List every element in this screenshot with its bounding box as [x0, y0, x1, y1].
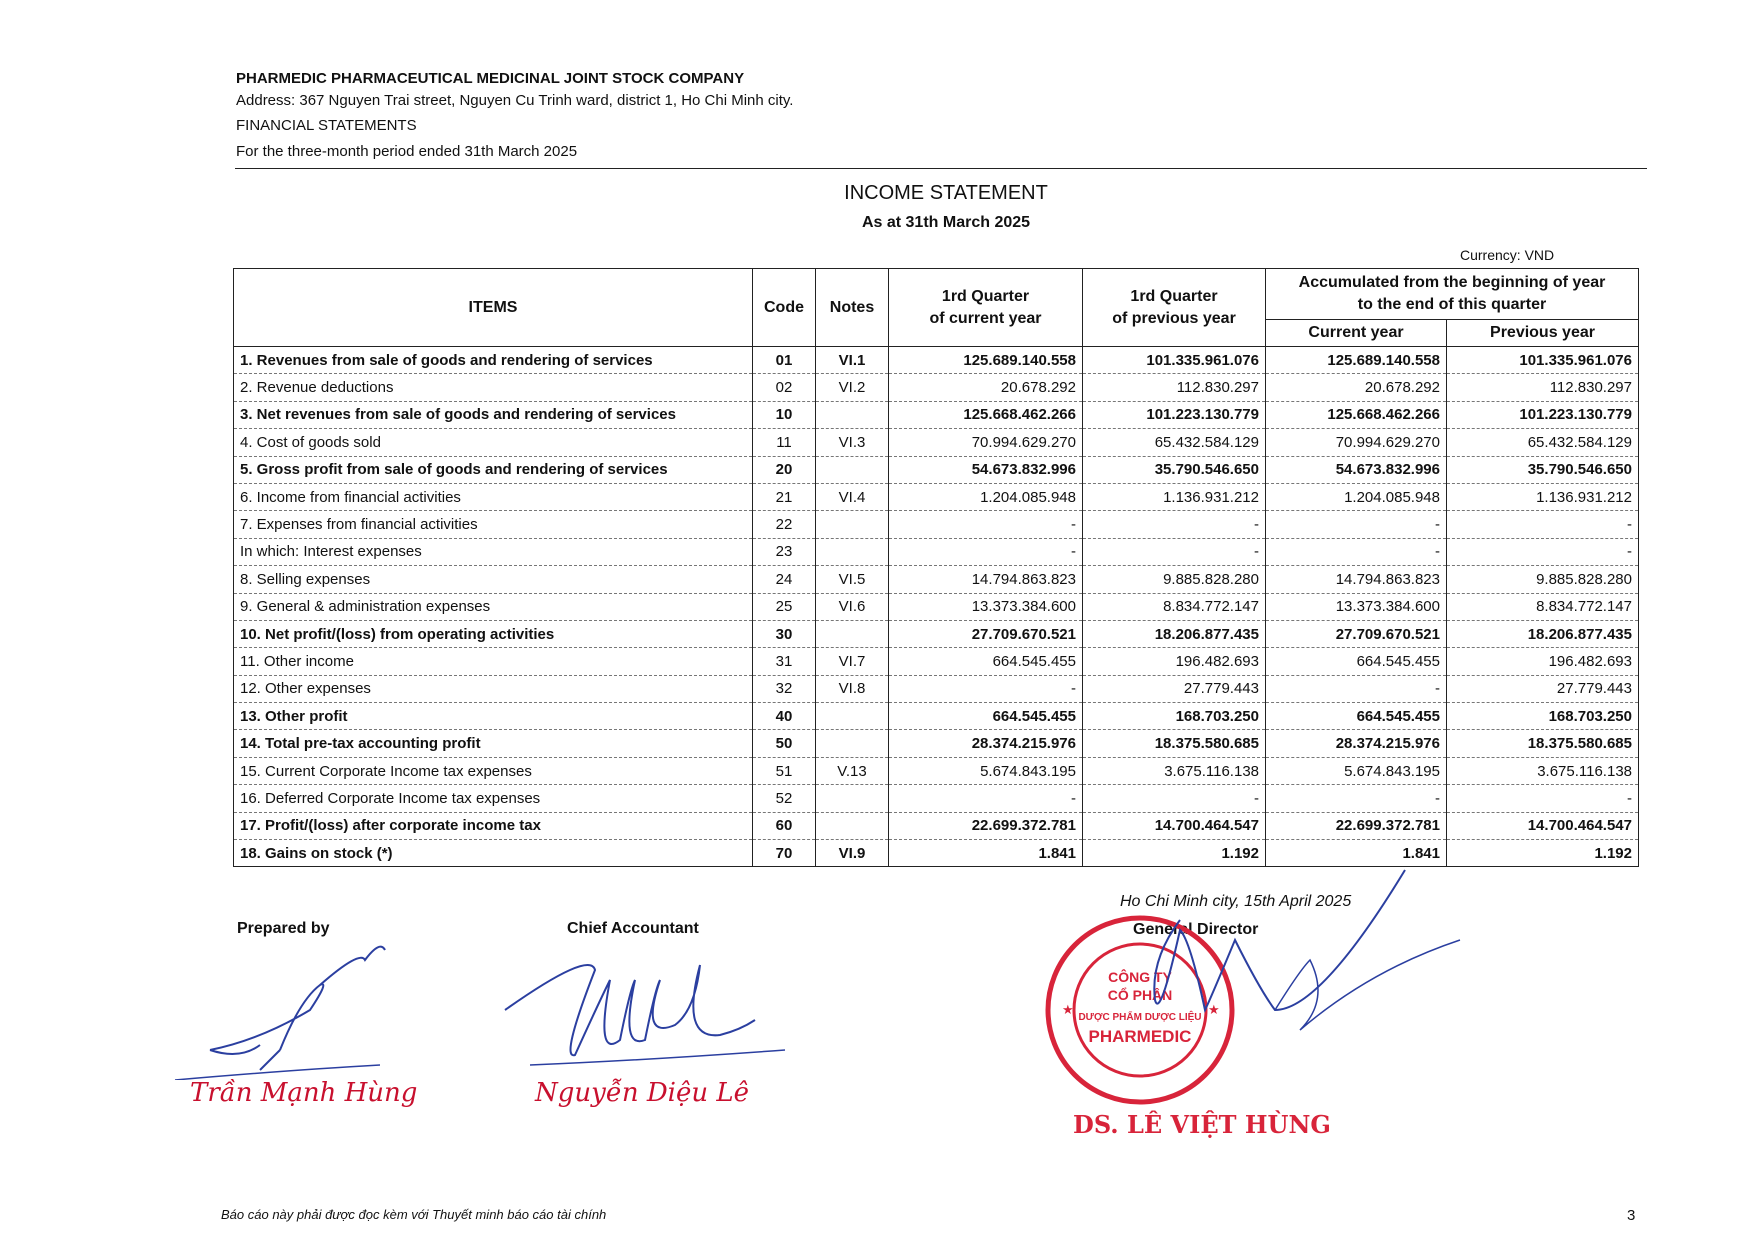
row-accumulated-previous: 168.703.250 — [1447, 703, 1639, 730]
row-notes: VI.5 — [816, 566, 889, 593]
table-row — [234, 785, 1639, 812]
table-row — [234, 347, 1639, 374]
row-quarter-current: 27.709.670.521 — [889, 620, 1083, 647]
table-row — [234, 511, 1639, 538]
row-accumulated-current: 14.794.863.823 — [1266, 566, 1447, 593]
table-row — [234, 620, 1639, 647]
row-code: 32 — [753, 675, 816, 702]
chief-accountant-name: Nguyễn Diệu Lê — [535, 1078, 750, 1108]
header-divider — [235, 168, 1647, 169]
header-current-year: Current year — [1266, 320, 1447, 347]
row-code: 23 — [753, 538, 816, 565]
row-quarter-previous: - — [1083, 785, 1266, 812]
row-quarter-previous: 1.192 — [1083, 840, 1266, 867]
row-notes: VI.2 — [816, 374, 889, 401]
row-notes: VI.1 — [816, 347, 889, 374]
page-title: INCOME STATEMENT — [844, 182, 1048, 204]
row-accumulated-previous: 112.830.297 — [1447, 374, 1639, 401]
chief-accountant-label: Chief Accountant — [567, 920, 699, 937]
row-accumulated-previous: 3.675.116.138 — [1447, 757, 1639, 784]
header-accumulated — [1266, 269, 1639, 320]
table-row — [234, 812, 1639, 839]
svg-text:PHARMEDIC: PHARMEDIC — [1088, 1027, 1192, 1046]
row-quarter-current: 5.674.843.195 — [889, 757, 1083, 784]
row-notes — [816, 812, 889, 839]
row-notes: VI.9 — [816, 840, 889, 867]
row-quarter-current: - — [889, 538, 1083, 565]
row-item: 18. Gains on stock (*) — [234, 840, 753, 867]
table-row — [234, 401, 1639, 428]
row-notes: V.13 — [816, 757, 889, 784]
table-row — [234, 566, 1639, 593]
row-accumulated-previous: 18.375.580.685 — [1447, 730, 1639, 757]
row-accumulated-current: 54.673.832.996 — [1266, 456, 1447, 483]
row-accumulated-current: 1.204.085.948 — [1266, 483, 1447, 510]
general-director-name: DS. LÊ VIỆT HÙNG — [1073, 1110, 1331, 1139]
row-code: 50 — [753, 730, 816, 757]
header-items: ITEMS — [234, 269, 753, 347]
row-accumulated-previous: 101.223.130.779 — [1447, 401, 1639, 428]
row-item: 17. Profit/(loss) after corporate income tax — [234, 812, 753, 839]
table-row — [234, 703, 1639, 730]
header-quarter-current — [889, 269, 1083, 347]
row-quarter-previous: - — [1083, 538, 1266, 565]
row-code: 22 — [753, 511, 816, 538]
row-accumulated-previous: - — [1447, 511, 1639, 538]
row-notes — [816, 620, 889, 647]
header-quarter-previous — [1083, 269, 1266, 347]
row-quarter-previous: 101.223.130.779 — [1083, 401, 1266, 428]
reporting-period: For the three-month period ended 31th March 2025 — [236, 143, 578, 160]
header-quarter-current-line1: 1rd Quarter — [941, 287, 1030, 305]
row-notes: VI.4 — [816, 483, 889, 510]
row-quarter-current: 664.545.455 — [889, 703, 1083, 730]
header-quarter-previous-line1: 1rd Quarter — [1130, 287, 1218, 305]
row-accumulated-previous: 196.482.693 — [1447, 648, 1639, 675]
table-row — [234, 483, 1639, 510]
row-quarter-previous: 168.703.250 — [1083, 703, 1266, 730]
row-notes: VI.6 — [816, 593, 889, 620]
row-quarter-current: 28.374.215.976 — [889, 730, 1083, 757]
table-row — [234, 675, 1639, 702]
row-notes — [816, 456, 889, 483]
header-quarter-previous-line2: of previous year — [1112, 309, 1236, 327]
header-code: Code — [753, 269, 816, 347]
row-accumulated-current: 664.545.455 — [1266, 703, 1447, 730]
row-code: 40 — [753, 703, 816, 730]
row-notes: VI.7 — [816, 648, 889, 675]
row-quarter-current: 13.373.384.600 — [889, 593, 1083, 620]
table-row — [234, 648, 1639, 675]
row-item: 11. Other income — [234, 648, 753, 675]
row-quarter-previous: 8.834.772.147 — [1083, 593, 1266, 620]
row-code: 02 — [753, 374, 816, 401]
row-quarter-current: - — [889, 675, 1083, 702]
row-accumulated-current: 22.699.372.781 — [1266, 812, 1447, 839]
table-row — [234, 757, 1639, 784]
table-row — [234, 374, 1639, 401]
page-number: 3 — [1627, 1207, 1636, 1224]
general-director-label: General Director — [1133, 921, 1259, 938]
row-accumulated-previous: 1.136.931.212 — [1447, 483, 1639, 510]
row-item: 14. Total pre-tax accounting profit — [234, 730, 753, 757]
row-accumulated-previous: 9.885.828.280 — [1447, 566, 1639, 593]
prepared-by-signature — [170, 940, 470, 1080]
row-quarter-current: 125.668.462.266 — [889, 401, 1083, 428]
row-accumulated-previous: 8.834.772.147 — [1447, 593, 1639, 620]
row-quarter-current: - — [889, 511, 1083, 538]
row-code: 10 — [753, 401, 816, 428]
row-quarter-previous: - — [1083, 511, 1266, 538]
row-accumulated-previous: - — [1447, 785, 1639, 812]
footer-note: Báo cáo này phải được đọc kèm với Thuyết minh báo cáo tài chính — [221, 1207, 607, 1222]
row-item: 4. Cost of goods sold — [234, 429, 753, 456]
income-statement-table — [233, 268, 1639, 867]
row-quarter-current: 1.841 — [889, 840, 1083, 867]
row-quarter-previous: 9.885.828.280 — [1083, 566, 1266, 593]
row-item: 2. Revenue deductions — [234, 374, 753, 401]
row-quarter-previous: 3.675.116.138 — [1083, 757, 1266, 784]
svg-text:★: ★ — [1208, 1002, 1220, 1017]
row-notes: VI.3 — [816, 429, 889, 456]
row-quarter-current: 14.794.863.823 — [889, 566, 1083, 593]
general-director-signature — [1060, 860, 1480, 1100]
svg-text:CỔ PHẦN: CỔ PHẦN — [1107, 987, 1173, 1003]
table-row — [234, 538, 1639, 565]
row-accumulated-previous: 101.335.961.076 — [1447, 347, 1639, 374]
table-row — [234, 429, 1639, 456]
row-notes — [816, 401, 889, 428]
row-accumulated-current: 70.994.629.270 — [1266, 429, 1447, 456]
row-item: 15. Current Corporate Income tax expenses — [234, 757, 753, 784]
row-accumulated-current: - — [1266, 538, 1447, 565]
row-accumulated-current: - — [1266, 511, 1447, 538]
row-code: 31 — [753, 648, 816, 675]
header-accumulated-line1: Accumulated from the beginning of year — [1298, 274, 1606, 291]
row-code: 11 — [753, 429, 816, 456]
row-code: 24 — [753, 566, 816, 593]
row-code: 52 — [753, 785, 816, 812]
row-notes — [816, 703, 889, 730]
row-accumulated-current: 664.545.455 — [1266, 648, 1447, 675]
row-item: 9. General & administration expenses — [234, 593, 753, 620]
row-accumulated-current: 125.689.140.558 — [1266, 347, 1447, 374]
table-row — [234, 730, 1639, 757]
row-code: 51 — [753, 757, 816, 784]
row-accumulated-previous: 27.779.443 — [1447, 675, 1639, 702]
row-notes — [816, 785, 889, 812]
statement-type: FINANCIAL STATEMENTS — [236, 117, 417, 134]
row-accumulated-current: 20.678.292 — [1266, 374, 1447, 401]
row-item: 13. Other profit — [234, 703, 753, 730]
table-row — [234, 593, 1639, 620]
row-accumulated-current: 13.373.384.600 — [1266, 593, 1447, 620]
row-notes — [816, 730, 889, 757]
row-quarter-previous: 18.206.877.435 — [1083, 620, 1266, 647]
row-notes: VI.8 — [816, 675, 889, 702]
row-item: In which: Interest expenses — [234, 538, 753, 565]
row-item: 3. Net revenues from sale of goods and rendering of services — [234, 401, 753, 428]
row-code: 70 — [753, 840, 816, 867]
row-item: 12. Other expenses — [234, 675, 753, 702]
row-item: 8. Selling expenses — [234, 566, 753, 593]
header-quarter-current-line2: of current year — [929, 309, 1042, 327]
row-quarter-previous: 14.700.464.547 — [1083, 812, 1266, 839]
row-quarter-previous: 27.779.443 — [1083, 675, 1266, 702]
row-item: 1. Revenues from sale of goods and rendering of services — [234, 347, 753, 374]
row-quarter-previous: 18.375.580.685 — [1083, 730, 1266, 757]
table-row — [234, 456, 1639, 483]
row-accumulated-current: 5.674.843.195 — [1266, 757, 1447, 784]
row-accumulated-previous: 65.432.584.129 — [1447, 429, 1639, 456]
row-accumulated-current: - — [1266, 785, 1447, 812]
row-code: 20 — [753, 456, 816, 483]
place-date: Ho Chi Minh city, 15th April 2025 — [1120, 893, 1352, 910]
row-quarter-previous: 35.790.546.650 — [1083, 456, 1266, 483]
row-notes — [816, 511, 889, 538]
row-item: 16. Deferred Corporate Income tax expenses — [234, 785, 753, 812]
row-quarter-current: 70.994.629.270 — [889, 429, 1083, 456]
row-quarter-previous: 112.830.297 — [1083, 374, 1266, 401]
row-accumulated-previous: 1.192 — [1447, 840, 1639, 867]
header-notes: Notes — [816, 269, 889, 347]
row-item: 7. Expenses from financial activities — [234, 511, 753, 538]
svg-text:★: ★ — [1062, 1002, 1074, 1017]
row-quarter-current: 22.699.372.781 — [889, 812, 1083, 839]
row-item: 6. Income from financial activities — [234, 483, 753, 510]
page-subtitle: As at 31th March 2025 — [861, 214, 1031, 231]
row-code: 25 — [753, 593, 816, 620]
company-name: PHARMEDIC PHARMACEUTICAL MEDICINAL JOINT STOCK COMPANY — [236, 70, 745, 87]
row-item: 10. Net profit/(loss) from operating activities — [234, 620, 753, 647]
row-accumulated-previous: 14.700.464.547 — [1447, 812, 1639, 839]
row-item: 5. Gross profit from sale of goods and rendering of services — [234, 456, 753, 483]
row-quarter-current: 20.678.292 — [889, 374, 1083, 401]
row-accumulated-current: 125.668.462.266 — [1266, 401, 1447, 428]
row-code: 60 — [753, 812, 816, 839]
chief-accountant-signature — [500, 940, 800, 1080]
row-quarter-previous: 65.432.584.129 — [1083, 429, 1266, 456]
currency-label: Currency: VND — [1460, 247, 1555, 263]
row-quarter-current: 1.204.085.948 — [889, 483, 1083, 510]
header-accumulated-line2: to the end of this quarter — [1357, 296, 1547, 313]
row-accumulated-previous: - — [1447, 538, 1639, 565]
row-quarter-previous: 196.482.693 — [1083, 648, 1266, 675]
prepared-by-name: Trần Mạnh Hùng — [190, 1078, 418, 1108]
row-quarter-previous: 1.136.931.212 — [1083, 483, 1266, 510]
table-header-row — [234, 269, 1639, 320]
row-accumulated-previous: 35.790.546.650 — [1447, 456, 1639, 483]
header-previous-year: Previous year — [1447, 320, 1639, 347]
row-quarter-current: 54.673.832.996 — [889, 456, 1083, 483]
prepared-by-label: Prepared by — [237, 920, 330, 937]
row-notes — [816, 538, 889, 565]
row-quarter-previous: 101.335.961.076 — [1083, 347, 1266, 374]
row-code: 01 — [753, 347, 816, 374]
row-accumulated-current: 27.709.670.521 — [1266, 620, 1447, 647]
row-accumulated-previous: 18.206.877.435 — [1447, 620, 1639, 647]
row-quarter-current: - — [889, 785, 1083, 812]
row-code: 30 — [753, 620, 816, 647]
svg-text:DƯỢC PHẨM DƯỢC LIỆU: DƯỢC PHẨM DƯỢC LIỆU — [1078, 1012, 1202, 1023]
company-address: Address: 367 Nguyen Trai street, Nguyen Cu Trinh ward, district 1, Ho Chi Minh city. — [236, 92, 794, 109]
row-quarter-current: 664.545.455 — [889, 648, 1083, 675]
row-code: 21 — [753, 483, 816, 510]
row-quarter-current: 125.689.140.558 — [889, 347, 1083, 374]
row-accumulated-current: 28.374.215.976 — [1266, 730, 1447, 757]
row-accumulated-current: 1.841 — [1266, 840, 1447, 867]
row-accumulated-current: - — [1266, 675, 1447, 702]
svg-text:CÔNG TY: CÔNG TY — [1108, 969, 1172, 985]
